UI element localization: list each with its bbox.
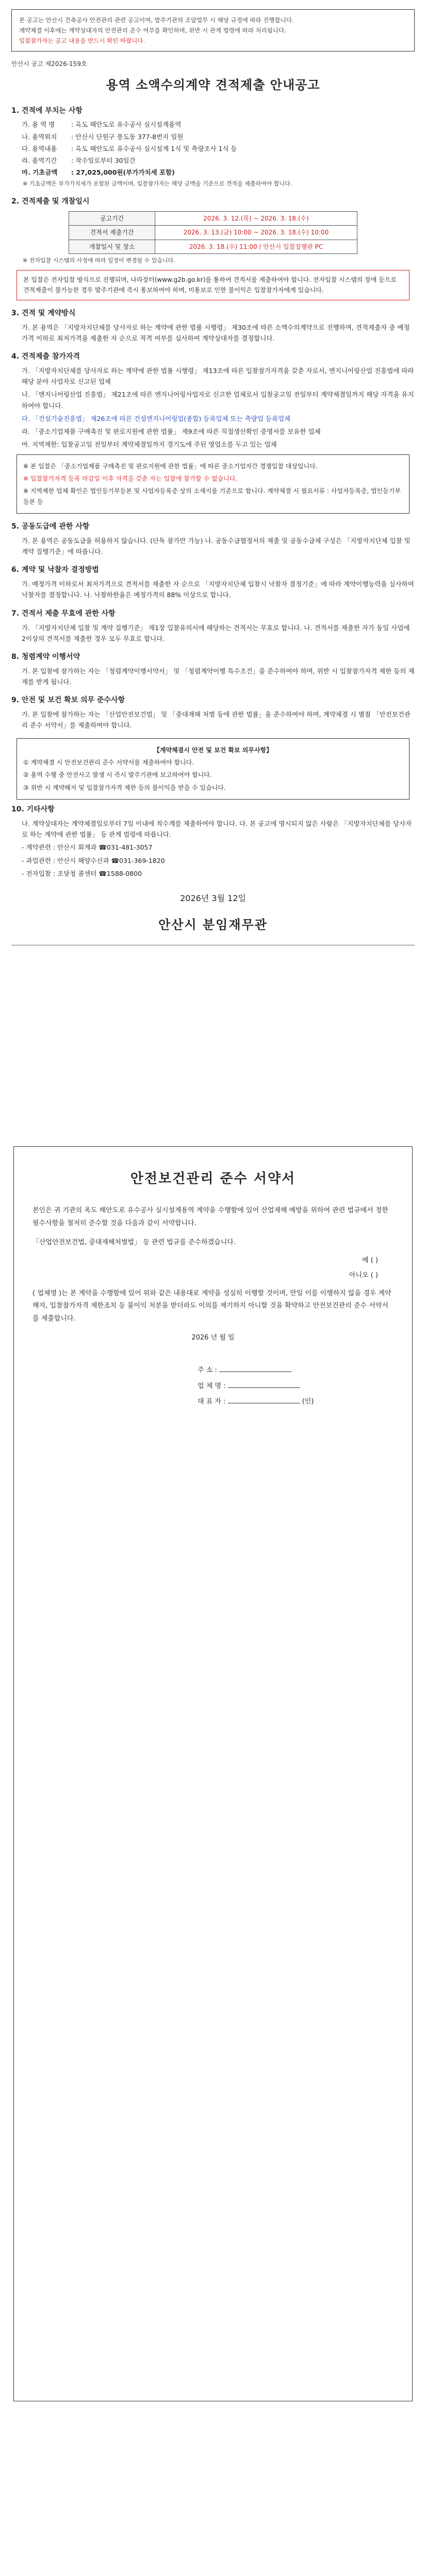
section-3-heading: 3. 견적 및 계약방식	[11, 309, 76, 317]
sec4-item: 가. 「지방자치단체를 당사자로 하는 계약에 관한 법률 시행령」 제13조에 따른 입찰참가자격을 갖춘 자로서, 엔지니어링산업 진흥법에 따라 해당 분야 사업자로 신고된 업체	[22, 366, 414, 386]
section-1	[11, 105, 415, 189]
sec1-item-budget: 마. 기초금액 : 27,025,000원(부가가치세 포함)	[22, 168, 175, 177]
safety-obligation-box: 【계약체결시 안전 및 보건 확보 의무사항】 ① 계약체결 시 안전보건관리 준수 서약서를 제출하여야 합니다. ② 용역 수행 중 안전사고 발생 시 즉시 발주기관에 보고하여야 합니다. ③ 위반 시 계약해지 및 입찰참가자격 제한 등의 불이익을 받을 수 있습니다.	[17, 738, 409, 800]
notice-line-2: 계약체결 이후에는 계약상대자의 안전관리 준수 여부를 확인하며, 위반 시 관계 법령에 따라 처리됩니다.	[19, 27, 286, 35]
section-4-heading: 4. 견적제출 참가자격	[11, 352, 80, 361]
pledge-paragraph-3: ( 업체명 )는 본 계약을 수행함에 있어 위와 같은 내용대로 계약을 성실히 이행할 것이며, 만일 이를 이행하지 않을 경우 계약해지, 입찰참가자격 제한조치 등 불이익 처분을 받더라도 이의를 제기하지 아니할 것을 확약하고 안전보건관리 준수 서약서를 제출합니다.	[32, 1289, 391, 1323]
sec9-para: 가. 본 입찰에 참가하는 자는 「산업안전보건법」 및 「중대재해 처벌 등에 관한 법률」을 준수하여야 하며, 계약체결 시 별첨 「안전보건관리 준수 서약서」를 제출하여야 합니다.	[22, 710, 411, 730]
pledge-no[interactable]: 아니오 ( )	[349, 1271, 378, 1279]
sec10-para: 나. 계약상대자는 계약체결일로부터 7일 이내에 착수계를 제출하여야 합니다. 다. 본 공고에 명시되지 않은 사항은 「지방자치단체를 당사자로 하는 계약에 관한 법률」 등 관계 법령에 따릅니다.	[22, 819, 412, 839]
sec5-para: 가. 본 용역은 공동도급을 허용하지 않습니다. (단독 참가만 가능) 나. 공동수급협정서의 제출 및 공동수급체 구성은 「지방자치단체 입찰 및 계약 집행기준」에 따릅니다.	[22, 536, 411, 556]
schedule-table	[69, 211, 357, 254]
pledge-paragraph-1: 본인은 귀 기관의 옥도 해안도로 유수공사 실시설계용역 계약을 수행함에 있어 산업재해 예방을 위하여 관련 법규에서 정한 필수사항을 철저히 준수할 것을 다음과 같이 서약합니다.	[32, 1207, 388, 1228]
representative-field[interactable]: 대 표 자 : (인)	[198, 1397, 314, 1405]
contact-line: - 과업관련 : 안산시 해양수산과 ☎031-369-1820	[22, 856, 165, 865]
sec4-item: 마. 지역제한: 입찰공고일 전일부터 계약체결일까지 경기도에 주된 영업소를 두고 있는 업체	[22, 440, 277, 449]
sec4-item: 라. 「중소기업제품 구매촉진 및 판로지원에 관한 법률」 제9조에 따른 직접생산확인 증명서를 보유한 업체	[22, 428, 321, 436]
section-10	[11, 738, 415, 879]
pledge-title: 안전보건관리 준수 서약서	[130, 1171, 296, 1187]
contact-line: - 전자입찰 : 조달청 콜센터 ☎1588-0800	[22, 869, 142, 877]
section-7-heading: 7. 견적서 제출 무효에 관한 사항	[11, 609, 116, 618]
section-1-heading: 1. 견적에 부치는 사항	[11, 106, 83, 115]
section-6-heading: 6. 계약 및 낙찰자 결정방법	[11, 566, 99, 574]
section-2	[11, 196, 415, 300]
sec7-para: 가. 「지방자치단체 입찰 및 계약 집행기준」 제1장 입찰유의서에 해당하는 견적서는 무효로 합니다. 나. 견적서를 제출한 자가 동일 사업에 2이상의 견적서를 제출한 경우 모두 무효로 합니다.	[22, 623, 410, 642]
sec4-item: 나. 「엔지니어링산업 진흥법」 제21조에 따른 엔지니어링사업자로 신고한 업체로서 입찰공고일 전일부터 계약체결일까지 해당 자격을 유지하여야 합니다.	[22, 391, 414, 410]
notice-box	[11, 9, 415, 52]
section-8-heading: 8. 청렴계약 이행서약	[11, 653, 80, 662]
section-7	[11, 608, 415, 644]
sec1-item: 가. 용 역 명 : 옥도 해안도로 유수공사 실시설계용역	[22, 121, 182, 129]
section-10-heading: 10. 기타사항	[11, 805, 55, 814]
section-8	[11, 651, 415, 687]
table-row: 개찰일시 및 장소 2026. 3. 18.(수) 11:00 / 안산시 입찰집행관 PC	[69, 240, 357, 253]
sec1-item: 다. 용역내용 : 옥도 해안도로 유수공사 실시설계 1식 및 측량조사 1식 등	[22, 144, 237, 152]
pledge-form	[13, 1146, 413, 2401]
document-title: 용역 소액수의계약 견적제출 안내공고	[106, 77, 320, 92]
notice-date: 2026년 3월 12일	[180, 893, 246, 904]
sec1-item: 라. 용역기간 : 착수일로부터 30일간	[22, 157, 136, 165]
company-field[interactable]: 업 체 명 :	[198, 1381, 394, 1392]
section-3	[11, 308, 415, 344]
sec3-para: 가. 본 용역은 「지방자치단체를 당사자로 하는 계약에 관한 법률 시행령」 제30조에 따른 소액수의계약으로 진행하며, 견적제출자 중 예정가격 이하로 최저가격을 제출한 자 순으로 적격 여부를 심사하여 계약상대자를 결정합니다.	[22, 323, 410, 342]
section-9-heading: 9. 안전 및 보건 확보 의무 준수사항	[11, 696, 125, 705]
sec2-note: ※ 전자입찰 시스템의 사정에 따라 일정이 변경될 수 있습니다.	[23, 257, 175, 264]
section-2-heading: 2. 견적제출 및 개찰일시	[11, 197, 90, 206]
sec4-box: ※ 본 입찰은 「중소기업제품 구매촉진 및 판로지원에 관한 법률」에 따른 중소기업자간 경쟁입찰 대상입니다. ※ 입찰참가자격 등록 마감일 이후 자격을 갖춘 자는 입찰에 참가할 수 없습니다. ※ 지역제한 업체 확인은 법인등기부등본 및 사업자등록증 상의 소재지를 기준으로 합니다. 계약체결 시 필요서류 : 사업자등록증, 법인등기부등본 등	[17, 454, 409, 514]
pledge-paragraph-2: 「산업안전보건법, 중대재해처벌법」 등 관련 법규를 준수하겠습니다.	[32, 1238, 236, 1246]
signature-block	[32, 1365, 394, 1407]
notice-line-3: 입찰참가자는 공고 내용을 반드시 확인 바랍니다.	[19, 37, 145, 45]
blank-space	[11, 951, 415, 1146]
blank-space	[32, 1412, 394, 2380]
section-5	[11, 521, 415, 557]
table-row: 공고기간 2026. 3. 12.(목) ~ 2026. 3. 18.(수)	[69, 212, 357, 226]
pledge-date: 2026 년 월 일	[191, 1333, 235, 1342]
section-4	[11, 351, 415, 514]
section-5-heading: 5. 공동도급에 관한 사항	[11, 522, 90, 531]
sec1-note: ※ 기초금액은 부가가치세가 포함된 금액이며, 입찰참가자는 해당 금액을 기준으로 견적을 제출하여야 합니다.	[23, 180, 292, 187]
sec8-para: 가. 본 입찰에 참가하는 자는 「청렴계약이행서약서」 및 「청렴계약이행 특수조건」을 준수하여야 하며, 위반 시 입찰참가자격 제한 등의 제재를 받게 됩니다.	[22, 667, 415, 686]
table-row: 견적서 제출기간 2026. 3. 13.(금) 10:00 ~ 2026. 3. 18.(수) 10:00	[69, 226, 357, 240]
address-field[interactable]: 주 소 :	[198, 1365, 394, 1376]
pledge-yes[interactable]: 예 ( )	[362, 1257, 378, 1265]
section-6	[11, 564, 415, 600]
contact-line: - 계약관련 : 안산시 회계과 ☎031-481-3057	[22, 843, 153, 852]
signer-title: 안산시 분임재무관	[158, 918, 268, 933]
sec1-item: 나. 용역위치 : 안산시 단원구 풍도동 377-8번지 일원	[22, 132, 184, 141]
sec4-item: 다. 「건설기술진흥법」 제26조에 따른 건설엔지니어링업(종합) 등록업체 또는 측량업 등록업체	[22, 414, 291, 422]
notice-reference: 안산시 공고 제2026-159호	[11, 60, 87, 68]
sec6-para: 가. 예정가격 이하로서 최저가격으로 견적서를 제출한 자 순으로 「지방자치단체 입찰시 낙찰자 결정기준」에 따라 계약이행능력을 심사하여 낙찰자를 결정합니다. 나. 낙찰하한율은 예정가격의 88% 이상으로 합니다.	[22, 580, 414, 599]
seal-mark: (인)	[302, 1397, 314, 1405]
section-9	[11, 694, 415, 731]
notice-line-1: 본 공고는 안산시 건축공사 안전관리 관련 공고이며, 발주기관의 조달업무 시 해당 규정에 따라 진행합니다.	[19, 16, 294, 24]
sec2-warning-box: 본 입찰은 전자입찰 방식으로 진행되며, 나라장터(www.g2b.go.kr)를 통하여 견적서를 제출하여야 합니다. 전자입찰 시스템의 장애 등으로 견적제출이 불가능한 경우 발주기관에 즉시 통보하여야 하며, 미통보로 인한 불이익은 입찰참가자에게 있습니다.	[17, 270, 409, 300]
